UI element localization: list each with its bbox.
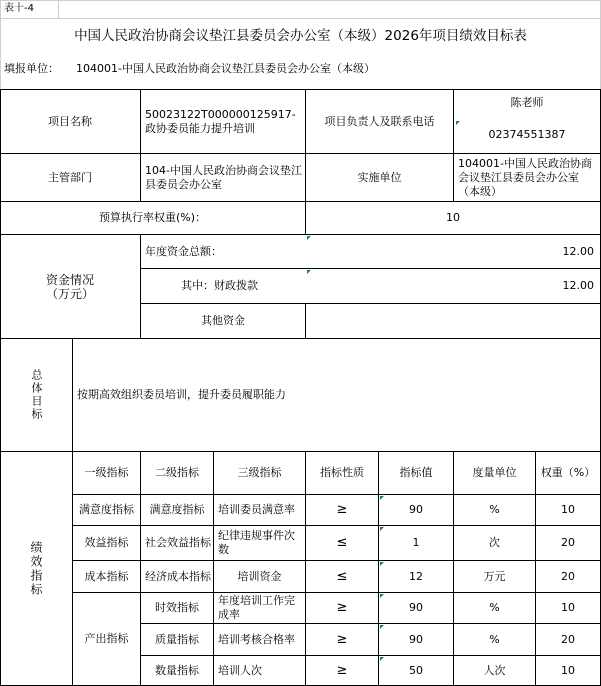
goal-text: 按期高效组织委员培训，提升委员履职能力: [77, 388, 286, 401]
project-owner-name: 陈老师: [510, 96, 544, 109]
row2-nature: ≤: [336, 535, 348, 550]
cell-marker-icon: [380, 657, 384, 661]
funds-label: 资金情况 （万元）: [45, 272, 94, 301]
filler-value: 104001-中国人民政治协商会议垫江县委员会办公室（本级）: [76, 62, 375, 75]
cell-marker-icon: [380, 625, 384, 629]
row1-level1: 满意度指标: [79, 503, 134, 516]
funds-other-value: [306, 304, 600, 338]
row2-unit: 次: [489, 536, 500, 549]
row5-level3: 培训考核合格率: [218, 632, 295, 646]
row1-weight: 10: [561, 503, 575, 516]
row3-weight: 20: [561, 569, 575, 583]
project-name-label: 项目名称: [48, 114, 92, 128]
project-owner-label: 项目负责人及联系电话: [324, 114, 435, 128]
funds-total-value: 12.00: [562, 244, 594, 258]
row1-value: 90: [409, 503, 423, 516]
row4-nature: ≥: [336, 600, 348, 615]
row5-weight: 20: [561, 632, 575, 646]
row6-weight: 10: [561, 663, 575, 677]
perf-label: 绩效指标: [29, 540, 43, 597]
impl-value: 104001-中国人民政治协商会议垫江县委员会办公室（本级）: [458, 156, 592, 198]
cell-marker-icon: [307, 270, 311, 274]
row4-unit: %: [489, 601, 500, 614]
row6-level3: 培训人次: [218, 663, 262, 677]
row3-unit: 万元: [483, 569, 506, 583]
goal-label: 总体目标: [30, 369, 43, 421]
cell-marker-icon: [307, 236, 311, 240]
cell-marker-icon: [380, 594, 384, 598]
row4-weight: 10: [561, 601, 575, 614]
project-name-value: 50023122T000000125917-政协委员能力提升培训: [145, 107, 296, 135]
cell-marker-icon: [456, 121, 460, 125]
cell-marker-icon: [380, 527, 384, 531]
row2-level3: 纪律违规事件次数: [218, 529, 295, 556]
header-level2: 二级指标: [155, 466, 199, 479]
table-number: 表十-4: [4, 3, 34, 14]
row6-level2: 数量指标: [155, 663, 199, 677]
row4-value: 90: [409, 601, 423, 614]
header-value: 指标值: [399, 466, 433, 479]
header-weight: 权重（%）: [540, 466, 596, 479]
funds-fiscal-label: 其中：财政拨款: [181, 279, 258, 292]
row2-weight: 20: [561, 536, 575, 549]
row4-level3: 年度培训工作完成率: [218, 594, 295, 621]
dept-value: 104-中国人民政治协商会议垫江县委员会办公室: [145, 163, 302, 191]
cell-marker-icon: [380, 562, 384, 566]
row2-level1: 效益指标: [84, 536, 129, 549]
row3-value: 12: [409, 569, 423, 583]
funds-fiscal-value: 12.00: [562, 279, 594, 292]
row1-level2: 满意度指标: [149, 503, 205, 516]
header-unit: 度量单位: [472, 466, 517, 479]
row5-value: 90: [409, 632, 423, 646]
cell-marker-icon: [380, 496, 384, 500]
row5-nature: ≥: [336, 631, 348, 647]
dept-label: 主管部门: [48, 170, 92, 184]
page-title: 中国人民政治协商会议垫江县委员会办公室（本级）2026年项目绩效目标表: [74, 28, 527, 44]
funds-total-label: 年度资金总额：: [145, 244, 222, 258]
row6-unit: 人次: [483, 663, 506, 677]
row1-unit: %: [489, 503, 500, 516]
row5-level2: 质量指标: [155, 632, 199, 646]
row4-level1: 产出指标: [84, 632, 129, 645]
funds-other-label: 其他资金: [201, 314, 245, 327]
filler-label: 填报单位：: [4, 62, 59, 75]
row3-nature: ≤: [336, 568, 348, 584]
row3-level3: 培训资金: [237, 569, 282, 583]
row5-unit: %: [489, 632, 500, 646]
row6-nature: ≥: [336, 662, 348, 678]
impl-label: 实施单位: [357, 170, 402, 184]
budget-weight-value: 10: [446, 211, 460, 224]
header-level1: 一级指标: [84, 466, 129, 479]
project-owner-phone: 02374551387: [488, 128, 566, 141]
row1-nature: ≥: [336, 502, 348, 517]
row4-level2: 时效指标: [155, 601, 199, 614]
row1-level3: 培训委员满意率: [218, 503, 295, 516]
header-level3: 三级指标: [237, 466, 282, 479]
row2-level2: 社会效益指标: [145, 536, 211, 549]
row3-level2: 经济成本指标: [145, 569, 211, 583]
row6-value: 50: [409, 663, 423, 677]
row3-level1: 成本指标: [84, 569, 129, 583]
row2-value: 1: [412, 536, 420, 549]
header-nature: 指标性质: [320, 466, 364, 479]
budget-weight-label: 预算执行率权重(%)：: [98, 211, 207, 224]
